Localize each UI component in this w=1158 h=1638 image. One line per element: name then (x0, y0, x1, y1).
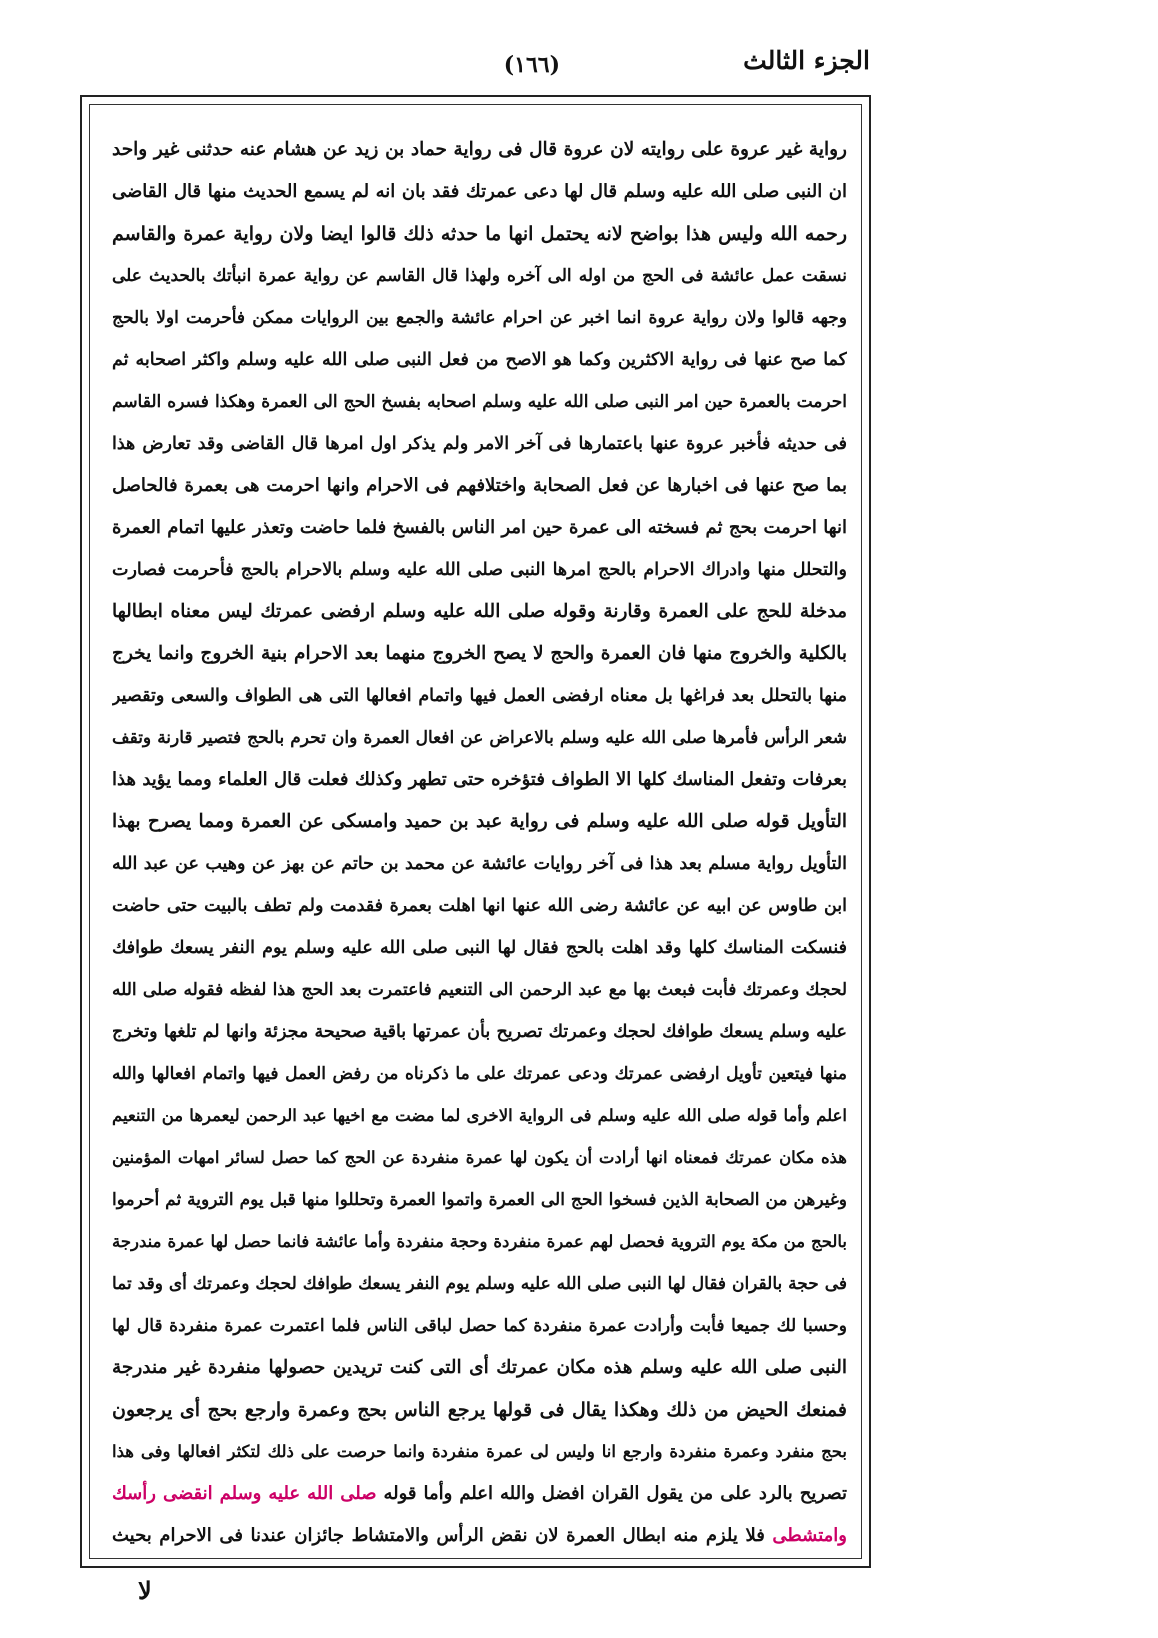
text-line: رواية غير عروة على روايته لان عروة قال فى رواية حماد بن زيد عن هشام عنه حدثنى غير واحد (112, 139, 847, 160)
text-line: وغيرهن من الصحابة الذين فسخوا الحج الى العمرة واتموا العمرة وتحللوا منها قبل يوم التروية ثم أحرموا (112, 1190, 847, 1210)
text-line: كما صح عنها فى رواية الاكثرين وكما هو الاصح من فعل النبى صلى الله عليه وسلم واكثر اصحابه ثم (112, 350, 847, 370)
main-text (112, 129, 847, 1557)
text-line: بالحج من مكة يوم التروية فحصل لهم عمرة منفردة وحجة منفردة وأما عائشة فانما حصل لها عمرة مندرجة (112, 1232, 847, 1251)
highlighted-phrase: صلى الله عليه وسلم انقضى رأسك (112, 1483, 377, 1504)
text-line-highlighted (112, 1473, 847, 1515)
text-line: هذه مكان عمرتك فمعناه انها أرادت أن يكون لها عمرة منفردة عن الحج كما حصل لسائر امهات المؤمنين (112, 1148, 847, 1167)
text-line: فى حجة بالقران فقال لها النبى صلى الله عليه وسلم يوم النفر يسعك طوافك لحجك وعمرتك أى وقد تما (112, 1274, 847, 1294)
text-line: ابن طاوس عن ابيه عن عائشة رضى الله عنها انها اهلت بعمرة فقدمت ولم تطف بالبيت حتى حاضت (112, 896, 847, 916)
text-line: نسقت عمل عائشة فى الحج من اوله الى آخره ولهذا قال القاسم عن رواية عمرة انبأتك بالحديث على (112, 266, 847, 286)
text-line: عليه وسلم يسعك طوافك لحجك وعمرتك تصريح بأن عمرتها باقية صحيحة مجزئة وانها لم تلغها وتخرج (112, 1022, 847, 1042)
text-line: والتحلل منها وادراك الاحرام بالحج امرها النبى صلى الله عليه وسلم بالاحرام بالحج فأحرمت فصارت (112, 560, 847, 580)
volume-title: الجزء الثالث (743, 46, 870, 75)
text-line: وجهه قالوا ولان رواية عروة انما اخبر عن احرام عائشة والجمع بين الروايات ممكن فأحرمت اولا بالحج (112, 308, 847, 328)
text-line: فنسكت المناسك كلها وقد اهلت بالحج فقال لها النبى صلى الله عليه وسلم يوم النفر يسعك طوافك (112, 938, 847, 958)
text-line: انها احرمت بحج ثم فسخته الى عمرة حين امر الناس بالفسخ فلما حاضت وتعذر عليها اتمام العمرة (112, 517, 847, 538)
text-line: رحمه الله وليس هذا بواضح لانه يحتمل انها ما حدثه ذلك قالوا ايضا ولان رواية عمرة والقاسم (112, 223, 847, 245)
page-number: (١٦٦) (503, 52, 560, 78)
page-frame (80, 95, 871, 1568)
text-line: مدخلة للحج على العمرة وقارنة وقوله صلى الله عليه وسلم ارفضى عمرتك ليس معناه ابطالها (112, 601, 847, 622)
text-line: التأويل رواية مسلم بعد هذا فى آخر روايات عائشة عن محمد بن حاتم عن بهز عن وهيب عن عبد الله (112, 854, 847, 874)
text-line: فى حديثه فأخبر عروة عنها باعتمارها فى آخر الامر ولم يذكر اول امرها قال القاضى وقد تعارض هذا (112, 434, 847, 454)
text-line: اعلم وأما قوله صلى الله عليه وسلم فى الرواية الاخرى لما مضت مع اخيها عبد الرحمن ليعمرها من التنعيم (112, 1106, 847, 1125)
text-line: بعرفات وتفعل المناسك كلها الا الطواف فتؤخره حتى تطهر وكذلك فعلت قال العلماء ومما يؤيد هذا (112, 769, 847, 790)
text-line: منها فيتعين تأويل ارفضى عمرتك ودعى عمرتك على ما ذكرناه من رفض العمل فيها واتمام افعالها والله (112, 1064, 847, 1084)
text-line: بالكلية والخروج منها فان العمرة والحج لا يصح الخروج منهما بعد الاحرام بنية الخروج وانما يخرج (112, 643, 847, 664)
signature-mark: لا (138, 1576, 152, 1605)
text-line: وحسبا لك جميعا فأبت وأرادت عمرة منفردة كما حصل لباقى الناس فلما اعتمرت عمرة منفردة قال لها (112, 1316, 847, 1336)
text-line: النبى صلى الله عليه وسلم هذه مكان عمرتك أى التى كنت تريدين حصولها منفردة غير مندرجة (112, 1357, 847, 1378)
text-line: لحجك وعمرتك فأبت فبعث بها مع عبد الرحمن الى التنعيم فاعتمرت بعد الحج هذا لفظه فقوله صلى الله (112, 980, 847, 1000)
page-header (80, 38, 870, 88)
text-line: فمنعك الحيض من ذلك وهكذا يقال فى قولها يرجع الناس بحج وعمرة وارجع بحج أى يرجعون (112, 1399, 847, 1421)
text-line: ان النبى صلى الله عليه وسلم قال لها دعى عمرتك فقد بان انه لم يسمع الحديث منها قال القاضى (112, 181, 847, 202)
highlighted-word: وامتشطى (772, 1525, 847, 1546)
text-line: التأويل قوله صلى الله عليه وسلم فى رواية عبد بن حميد وامسكى عن العمرة ومما يصرح بهذا (112, 811, 847, 832)
text-line: بحج منفرد وعمرة منفردة وارجع انا وليس لى عمرة منفردة وانما حرصت على ذلك لتكثر افعالها وفى هذا (112, 1442, 847, 1461)
text-line: شعر الرأس فأمرها صلى الله عليه وسلم بالاعراض عن افعال العمرة وان تحرم بالحج فتصير قارنة وتقف (112, 728, 847, 748)
text-line-last (112, 1515, 847, 1557)
text-line: منها بالتحلل بعد فراغها بل معناه ارفضى العمل فيها واتمام افعالها التى هى الطواف والسعى وتقصير (112, 686, 847, 706)
line-plain-part: تصريح بالرد على من يقول القران افضل والله اعلم وأما قوله (376, 1483, 847, 1504)
line-plain-part: فلا يلزم منه ابطال العمرة لان نقض الرأس والامتشاط جائزان عندنا فى الاحرام بحيث (112, 1525, 773, 1546)
text-line: احرمت بالعمرة حين امر النبى صلى الله عليه وسلم اصحابه بفسخ الحج الى العمرة وهكذا فسره القاسم (112, 392, 847, 412)
text-line: بما صح عنها فى اخبارها عن فعل الصحابة واختلافهم فى الاحرام وانها احرمت هى بعمرة فالحاصل (112, 475, 847, 496)
